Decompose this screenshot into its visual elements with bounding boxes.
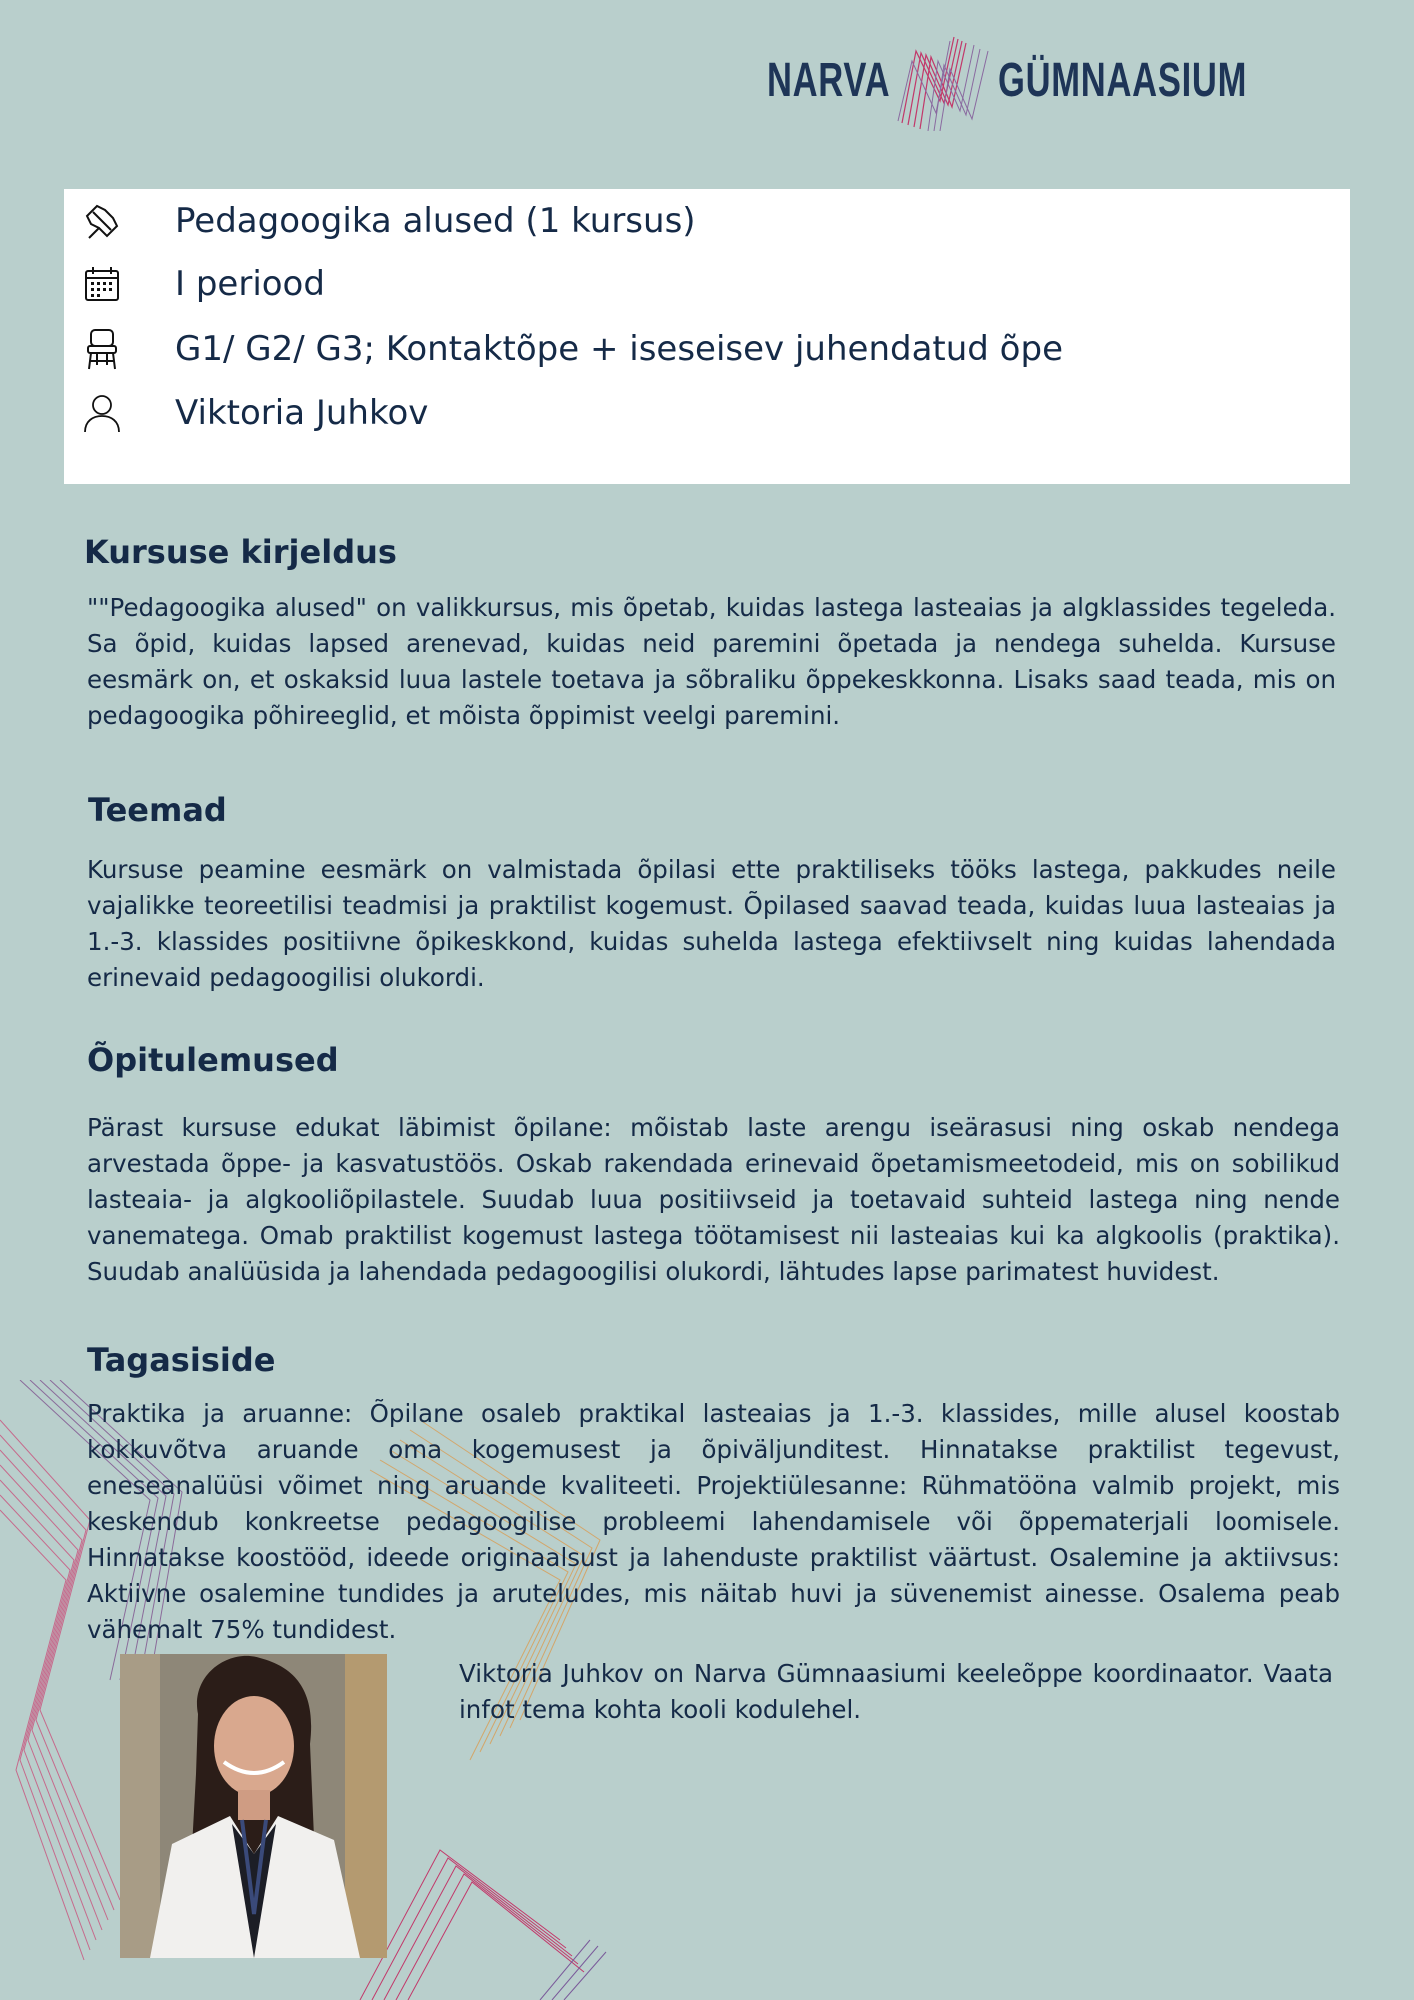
- school-logo: [719, 28, 1344, 133]
- chair-icon: [82, 329, 122, 369]
- teacher-photo: [120, 1654, 387, 1958]
- topics-text: Kursuse peamine eesmärk on valmistada õpilasi ette praktiliseks tööks lastega, pakkudes neile vajalikke teoreetilisi teadmisi ja praktilist kogemust. Õpilased saavad teada, kuidas luua lasteaias ja 1.-3. klassides positiivne õpikeskkond, kuidas suhelda lastega efektiivselt ning kuidas lahendada erinevaid pedagoogilisi olukordi.: [87, 855, 1336, 992]
- period-text: I periood: [175, 264, 325, 304]
- calendar-icon: [82, 264, 122, 304]
- heading-topics: Teemad: [88, 791, 227, 829]
- feedback-text: Praktika ja aruanne: Õpilane osaleb praktikal lasteaias ja 1.-3. klassides, mille alusel koostab kokkuvõtva aruande oma kogemusest ja õpiväljunditest. Hinnatakse praktilist tegevust, eneseanalüüsi võimet ning aruande kvaliteeti. Projektiülesanne: Rühmatööna valmib projekt, mis keskendub konkreetse pedagoogilise probleemi lahendamisele või õppematerjali loomisele. Hinnatakse koostööd, ideede originaalsust ja lahenduste praktilist väärtust. Osalemine ja aktiivsus: Aktiivne osalemine tundides ja aruteludes, mis näitab huvi ja süvenemist ainesse. Osalema peab vähemalt 75% tundidest.: [87, 1399, 1340, 1644]
- format-text: G1/ G2/ G3; Kontaktõpe + iseseisev juhendatud õpe: [175, 329, 1063, 369]
- info-row-teacher: [82, 393, 428, 433]
- logo-word-narva: NARVA: [766, 54, 891, 107]
- person-icon: [82, 393, 122, 433]
- course-info-box: [64, 189, 1350, 484]
- heading-learning-outcomes: Õpitulemused: [87, 1041, 339, 1079]
- pushpin-icon: [82, 201, 122, 241]
- logo-word-gumnaasium: GÜMNAASIUM: [998, 54, 1248, 107]
- info-row-period: [82, 264, 325, 304]
- info-row-course: [82, 201, 696, 241]
- logo-n-mark: [894, 31, 994, 131]
- info-row-format: [82, 329, 1063, 369]
- learning-outcomes-text: Pärast kursuse edukat läbimist õpilane: mõistab laste arengu iseärasusi ning oskab nendega arvestada õppe- ja kasvatustöös. Oskab rakendada erinevaid õpetamismeetodeid, mis on sobilikud lasteaia- ja algkooliõpilastele. Suudab luua positiivseid ja toetavaid suhteid lastega ning nende vanematega. Omab praktilist kogemust lastega töötamisest nii lasteaias kui ka algkoolis (praktika). Suudab analüüsida ja lahendada pedagoogilisi olukordi, lähtudes lapse parimatest huvidest.: [87, 1113, 1340, 1286]
- heading-feedback: Tagasiside: [87, 1341, 276, 1379]
- course-description-text: ""Pedagoogika alused" on valikkursus, mis õpetab, kuidas lastega lasteaias ja algklassides tegeleda. Sa õpid, kuidas lapsed arenevad, kuidas neid paremini õpetada ja nendega suhelda. Kursuse eesmärk on, et oskaksid luua lastele toetava ja sõbraliku õppekeskkonna. Lisaks saad teada, mis on pedagoogika põhireeglid, et mõista õppimist veelgi paremini.: [87, 593, 1336, 730]
- teacher-name: Viktoria Juhkov: [175, 393, 429, 433]
- course-name: Pedagoogika alused (1 kursus): [175, 201, 696, 241]
- teacher-bio: Viktoria Juhkov on Narva Gümnaasiumi keeleõppe koordinaator. Vaata infot tema kohta kooli kodulehel.: [459, 1659, 1333, 1724]
- heading-course-description: Kursuse kirjeldus: [84, 533, 397, 571]
